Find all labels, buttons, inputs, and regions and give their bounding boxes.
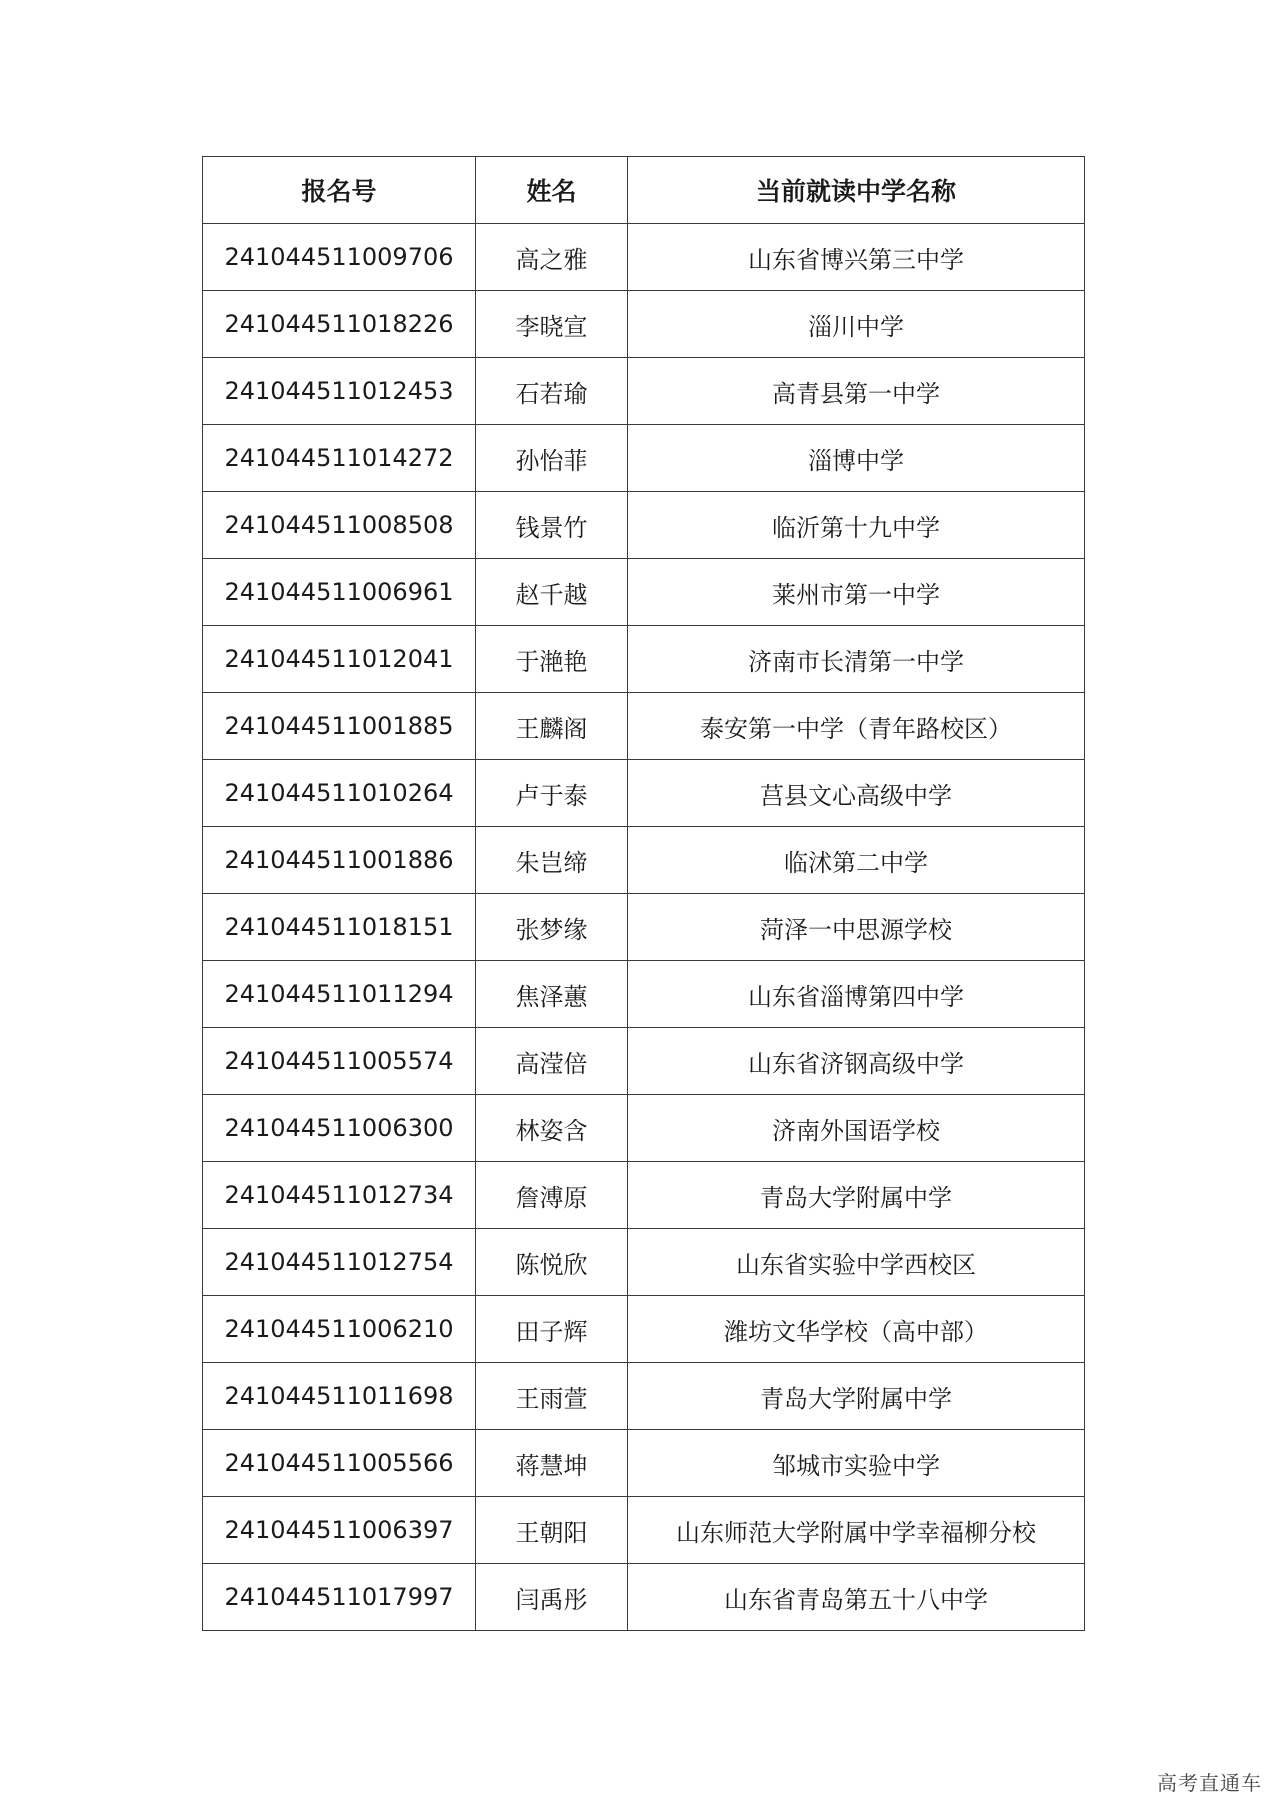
school-name-cell: 山东省青岛第五十八中学	[628, 1564, 1085, 1631]
school-name-cell: 淄博中学	[628, 425, 1085, 492]
student-name-cell: 石若瑜	[476, 358, 628, 425]
table-row	[203, 1430, 1085, 1497]
registration-number-cell: 241044511005574	[203, 1028, 476, 1095]
student-name-cell: 闫禹彤	[476, 1564, 628, 1631]
registration-number-cell: 241044511006300	[203, 1095, 476, 1162]
student-name-cell: 张梦缘	[476, 894, 628, 961]
student-name-cell: 钱景竹	[476, 492, 628, 559]
school-name-cell: 邹城市实验中学	[628, 1430, 1085, 1497]
table-row	[203, 1564, 1085, 1631]
student-name-cell: 于滟艳	[476, 626, 628, 693]
school-name-cell: 莒县文心高级中学	[628, 760, 1085, 827]
table-row	[203, 224, 1085, 291]
table-row	[203, 693, 1085, 760]
student-name-cell: 高之雅	[476, 224, 628, 291]
table-row	[203, 1296, 1085, 1363]
table-body	[203, 224, 1085, 1631]
table-row	[203, 1497, 1085, 1564]
registration-number-cell: 241044511018226	[203, 291, 476, 358]
school-name-cell: 临沭第二中学	[628, 827, 1085, 894]
student-name-cell: 陈悦欣	[476, 1229, 628, 1296]
school-name-cell: 青岛大学附属中学	[628, 1162, 1085, 1229]
school-name-cell: 山东省淄博第四中学	[628, 961, 1085, 1028]
school-name-cell: 潍坊文华学校（高中部）	[628, 1296, 1085, 1363]
registration-number-cell: 241044511017997	[203, 1564, 476, 1631]
school-name-cell: 高青县第一中学	[628, 358, 1085, 425]
school-name-cell: 莱州市第一中学	[628, 559, 1085, 626]
student-name-cell: 高滢倍	[476, 1028, 628, 1095]
registration-number-cell: 241044511018151	[203, 894, 476, 961]
school-name-cell: 菏泽一中思源学校	[628, 894, 1085, 961]
student-name-cell: 林姿含	[476, 1095, 628, 1162]
school-name-cell: 山东师范大学附属中学幸福柳分校	[628, 1497, 1085, 1564]
table-row	[203, 492, 1085, 559]
registration-number-cell: 241044511012453	[203, 358, 476, 425]
registration-number-cell: 241044511010264	[203, 760, 476, 827]
registration-number-cell: 241044511011698	[203, 1363, 476, 1430]
header-name: 姓名	[476, 157, 628, 224]
student-name-cell: 王朝阳	[476, 1497, 628, 1564]
student-name-cell: 朱岂缔	[476, 827, 628, 894]
school-name-cell: 临沂第十九中学	[628, 492, 1085, 559]
student-name-cell: 王雨萱	[476, 1363, 628, 1430]
admission-list-table	[202, 156, 1085, 1631]
registration-number-cell: 241044511012754	[203, 1229, 476, 1296]
registration-number-cell: 241044511012734	[203, 1162, 476, 1229]
table-row	[203, 827, 1085, 894]
table-row	[203, 559, 1085, 626]
table-row	[203, 626, 1085, 693]
school-name-cell: 济南外国语学校	[628, 1095, 1085, 1162]
watermark-text: 高考直通车	[1157, 1771, 1262, 1795]
table-row	[203, 425, 1085, 492]
registration-number-cell: 241044511001885	[203, 693, 476, 760]
table-row	[203, 961, 1085, 1028]
table-row	[203, 1095, 1085, 1162]
registration-number-cell: 241044511009706	[203, 224, 476, 291]
student-name-cell: 田子辉	[476, 1296, 628, 1363]
registration-number-cell: 241044511008508	[203, 492, 476, 559]
school-name-cell: 山东省实验中学西校区	[628, 1229, 1085, 1296]
school-name-cell: 山东省济钢高级中学	[628, 1028, 1085, 1095]
header-school: 当前就读中学名称	[628, 157, 1085, 224]
registration-number-cell: 241044511006210	[203, 1296, 476, 1363]
school-name-cell: 淄川中学	[628, 291, 1085, 358]
registration-number-cell: 241044511006397	[203, 1497, 476, 1564]
school-name-cell: 青岛大学附属中学	[628, 1363, 1085, 1430]
table-row	[203, 760, 1085, 827]
registration-number-cell: 241044511011294	[203, 961, 476, 1028]
registration-number-cell: 241044511001886	[203, 827, 476, 894]
registration-number-cell: 241044511006961	[203, 559, 476, 626]
student-name-cell: 王麟阁	[476, 693, 628, 760]
table-row	[203, 1363, 1085, 1430]
registration-number-cell: 241044511005566	[203, 1430, 476, 1497]
student-name-cell: 赵千越	[476, 559, 628, 626]
student-name-cell: 蒋慧坤	[476, 1430, 628, 1497]
school-name-cell: 泰安第一中学（青年路校区）	[628, 693, 1085, 760]
student-name-cell: 詹溥原	[476, 1162, 628, 1229]
registration-number-cell: 241044511012041	[203, 626, 476, 693]
school-name-cell: 山东省博兴第三中学	[628, 224, 1085, 291]
table-row	[203, 358, 1085, 425]
table-row	[203, 1028, 1085, 1095]
table-row	[203, 1229, 1085, 1296]
student-name-cell: 孙怡菲	[476, 425, 628, 492]
table-row	[203, 894, 1085, 961]
registration-number-cell: 241044511014272	[203, 425, 476, 492]
table-row	[203, 291, 1085, 358]
table-row	[203, 1162, 1085, 1229]
student-name-cell: 焦泽蕙	[476, 961, 628, 1028]
table-header-row	[203, 157, 1085, 224]
header-registration-number: 报名号	[203, 157, 476, 224]
student-name-cell: 李晓宣	[476, 291, 628, 358]
school-name-cell: 济南市长清第一中学	[628, 626, 1085, 693]
student-name-cell: 卢于泰	[476, 760, 628, 827]
